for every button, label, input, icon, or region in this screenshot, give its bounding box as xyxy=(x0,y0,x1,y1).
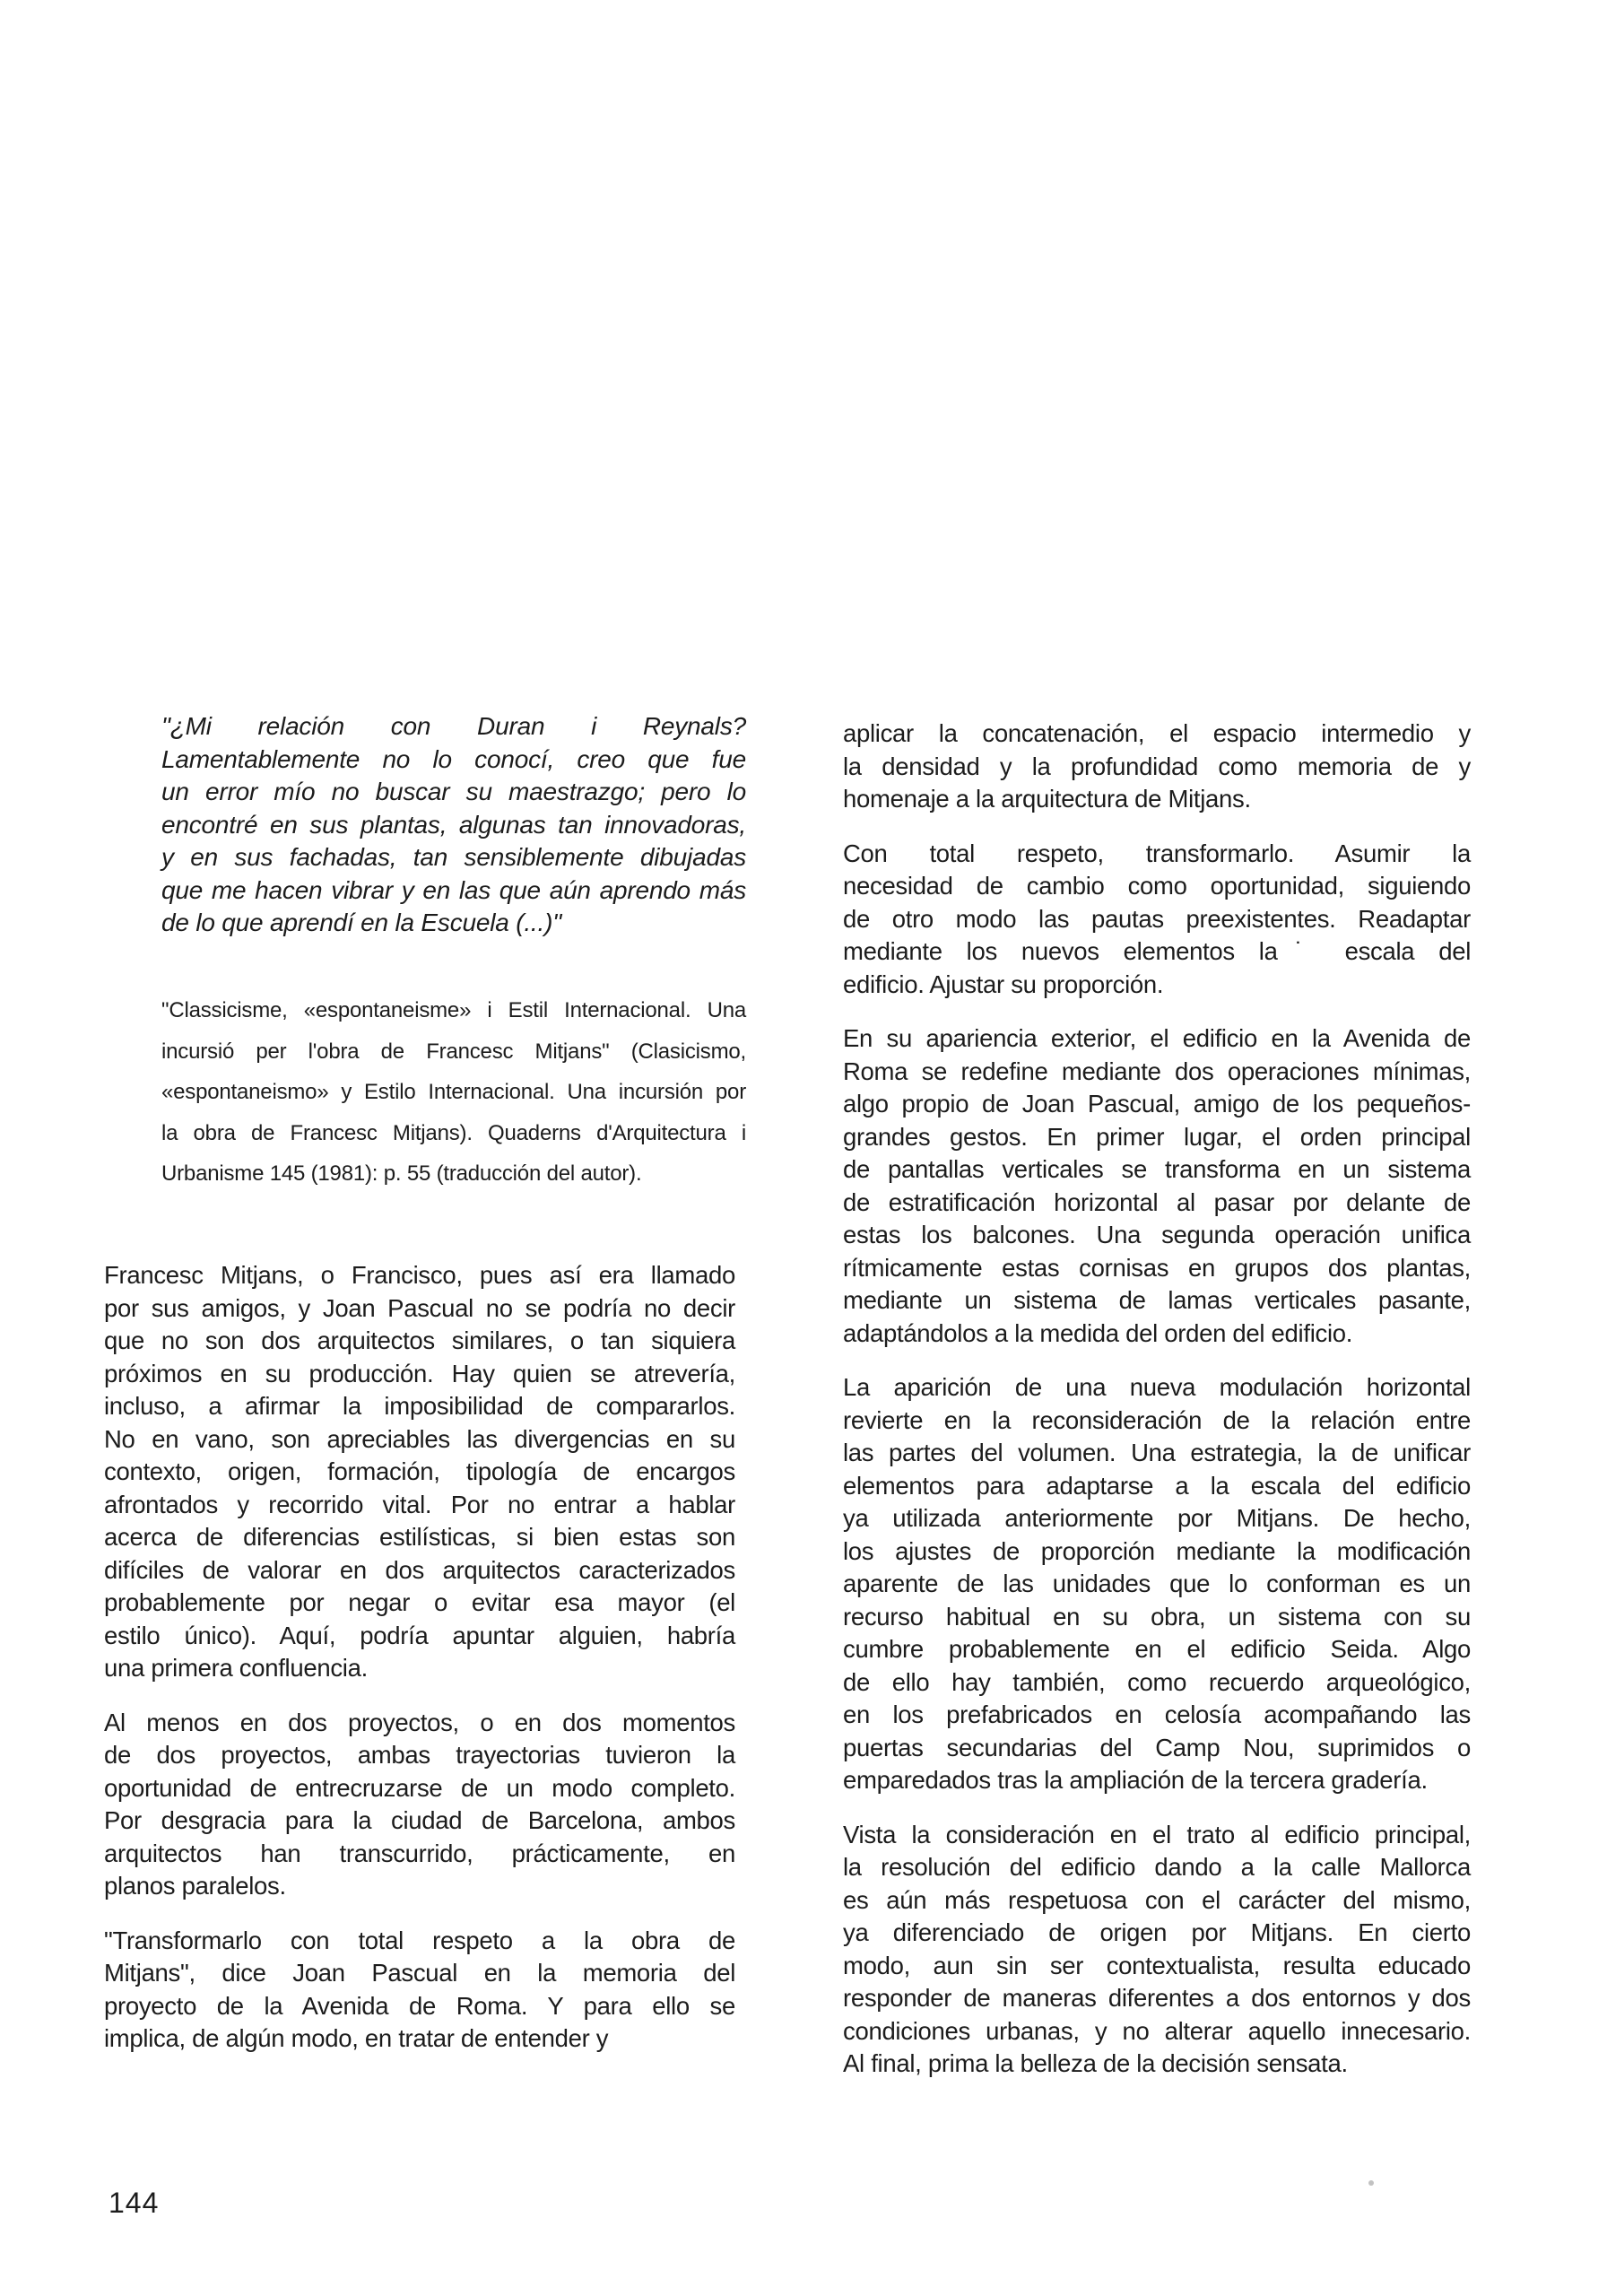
text-line: responder de maneras diferentes a dos entornos y dos xyxy=(843,1984,1471,2012)
text-line: Mitjans", dice Joan Pascual en la memoria del xyxy=(104,1959,735,1987)
text-line: de ello hay también, como recuerdo arqueológico, xyxy=(843,1667,1471,1696)
text-line: grandes gestos. En primer lugar, el orden principal xyxy=(843,1122,1471,1151)
text-line: En su apariencia exterior, el edificio en la Avenida de xyxy=(843,1024,1471,1052)
text-line: mediante los nuevos elementos la˙ escala del xyxy=(843,937,1471,965)
text-line: rítmicamente estas cornisas en grupos dos plantas, xyxy=(843,1253,1471,1282)
text-line: planos paralelos. xyxy=(104,1872,286,1900)
text-line: recurso habitual en su obra, un sistema con su xyxy=(843,1602,1471,1631)
text-line: elementos para adaptarse a la escala del edificio xyxy=(843,1471,1471,1500)
text-line: "¿Mi relación con Duran i Reynals? xyxy=(161,712,746,740)
text-line: puertas secundarias del Camp Nou, suprimidos o xyxy=(843,1733,1471,1761)
text-line: aparente de las unidades que lo conforman es un xyxy=(843,1570,1471,1597)
text-line: Vista la consideración en el trato al edificio principal, xyxy=(843,1820,1471,1848)
text-line: y en sus fachadas, tan sensiblemente dibujadas xyxy=(161,843,746,871)
text-line: contexto, origen, formación, tipología de encargos xyxy=(104,1457,735,1485)
text-line: probablemente por negar o evitar esa mayor (el xyxy=(104,1588,735,1616)
text-line: Al menos en dos proyectos, o en dos momentos xyxy=(104,1708,735,1736)
scan-speck xyxy=(1368,2180,1374,2186)
text-line: modo, aun sin ser contextualista, resulta educado xyxy=(843,1951,1471,1979)
text-line: Urbanisme 145 (1981): p. 55 (traducción del autor). xyxy=(161,1161,642,1186)
text-line: proyecto de la Avenida de Roma. Y para ello se xyxy=(104,1991,735,2020)
text-line: La aparición de una nueva modulación horizontal xyxy=(843,1373,1471,1401)
text-line: que no son dos arquitectos similares, o tan siquiera xyxy=(104,1326,735,1354)
pull-quote xyxy=(161,710,746,940)
text-line: que me hacen vibrar y en las que aún aprendo más xyxy=(161,875,746,904)
paragraph xyxy=(104,1925,735,2056)
text-line: la resolución del edificio dando a la calle Mallorca xyxy=(843,1853,1471,1881)
text-line: la obra de Francesc Mitjans). Quaderns d'Arquitectura i xyxy=(161,1120,746,1145)
text-line: ya utilizada anteriormente por Mitjans. De hecho, xyxy=(843,1504,1471,1532)
text-line: revierte en la reconsideración de la relación entre xyxy=(843,1405,1471,1434)
text-line: «espontaneismo» y Estilo Internacional. Una incursión por xyxy=(161,1080,746,1104)
text-line: de estratificación horizontal al pasar por delante de xyxy=(843,1187,1471,1216)
text-line: incluso, a afirmar la imposibilidad de compararlos. xyxy=(104,1392,735,1420)
text-line: edificio. Ajustar su proporción. xyxy=(843,970,1164,998)
text-line: implica, de algún modo, en tratar de entender y xyxy=(104,2024,609,2052)
text-line: "Classicisme, «espontaneisme» i Estil Internacional. Una xyxy=(161,998,746,1022)
text-line: Al final, prima la belleza de la decisión sensata. xyxy=(843,2049,1348,2077)
paragraph xyxy=(843,1819,1471,2081)
paragraph xyxy=(843,1371,1471,1797)
text-line: una primera confluencia. xyxy=(104,1654,368,1682)
text-line: ya diferenciado de origen por Mitjans. En cierto xyxy=(843,1918,1471,1946)
text-line: afrontados y recorrido vital. Por no entrar a hablar xyxy=(104,1490,735,1518)
left-column xyxy=(104,1259,735,2056)
text-line: Francesc Mitjans, o Francisco, pues así era llamado xyxy=(104,1261,735,1289)
text-line: mediante un sistema de lamas verticales pasante, xyxy=(843,1286,1471,1314)
text-line: acerca de diferencias estilísticas, si bien estas son xyxy=(104,1523,735,1551)
text-line: encontré en sus plantas, algunas tan innovadoras, xyxy=(161,810,746,839)
text-line: de otro modo las pautas preexistentes. Readaptar xyxy=(843,904,1471,933)
text-line: las partes del volumen. Una estrategia, la de unificar xyxy=(843,1439,1471,1466)
text-line: en los prefabricados en celosía acompañando las xyxy=(843,1700,1471,1728)
text-line: oportunidad de entrecruzarse de un modo completo. xyxy=(104,1773,735,1802)
right-column xyxy=(843,718,1471,2081)
text-line: homenaje a la arquitectura de Mitjans. xyxy=(843,785,1251,813)
text-line: la densidad y la profundidad como memoria de y xyxy=(843,752,1471,780)
text-line: necesidad de cambio como oportunidad, siguiendo xyxy=(843,872,1471,900)
text-line: Roma se redefine mediante dos operaciones mínimas, xyxy=(843,1057,1471,1085)
paragraph xyxy=(104,1259,735,1685)
text-line: de lo que aprendí en la Escuela (...)" xyxy=(161,909,561,936)
text-line: algo propio de Joan Pascual, amigo de los pequeños- xyxy=(843,1090,1471,1118)
text-line: Por desgracia para la ciudad de Barcelona, ambos xyxy=(104,1806,735,1834)
paragraph xyxy=(843,1022,1471,1350)
text-line: Con total respeto, transformarlo. Asumir la xyxy=(843,839,1471,867)
text-line: por sus amigos, y Joan Pascual no se podría no decir xyxy=(104,1293,735,1322)
text-line: los ajustes de proporción mediante la modificación xyxy=(843,1536,1471,1565)
text-line: emparedados tras la ampliación de la tercera gradería. xyxy=(843,1766,1428,1794)
text-line: estilo único). Aquí, podría apuntar alguien, habría xyxy=(104,1621,735,1649)
text-line: un error mío no buscar su maestrazgo; pero lo xyxy=(161,778,746,805)
text-line: aplicar la concatenación, el espacio intermedio y xyxy=(843,719,1471,747)
paragraph xyxy=(843,718,1471,816)
text-line: incursió per l'obra de Francesc Mitjans" (Clasicismo, xyxy=(161,1039,746,1064)
text-line: No en vano, son apreciables las divergencias en su xyxy=(104,1424,735,1453)
text-line: estas los balcones. Una segunda operación unifica xyxy=(843,1221,1471,1248)
text-line: de pantallas verticales se transforma en un sistema xyxy=(843,1155,1471,1183)
paragraph xyxy=(104,1707,735,1903)
text-line: es aún más respetuosa con el carácter del mismo, xyxy=(843,1885,1471,1914)
text-line: difíciles de valorar en dos arquitectos caracterizados xyxy=(104,1555,735,1584)
text-line: "Transformarlo con total respeto a la obra de xyxy=(104,1926,735,1954)
text-line: próximos en su producción. Hay quien se atrevería, xyxy=(104,1359,735,1387)
text-line: Lamentablemente no lo conocí, creo que fue xyxy=(161,744,746,773)
text-line: condiciones urbanas, y no alterar aquello innecesario. xyxy=(843,2016,1471,2045)
page-number: 144 xyxy=(109,2187,160,2219)
text-line: arquitectos han transcurrido, prácticamente, en xyxy=(104,1839,735,1867)
text-line: adaptándolos a la medida del orden del edificio. xyxy=(843,1318,1353,1347)
paragraph xyxy=(843,838,1471,1002)
citation xyxy=(161,990,746,1195)
text-line: cumbre probablemente en el edificio Seida. Algo xyxy=(843,1635,1471,1663)
text-line: de dos proyectos, ambas trayectorias tuvieron la xyxy=(104,1741,735,1769)
